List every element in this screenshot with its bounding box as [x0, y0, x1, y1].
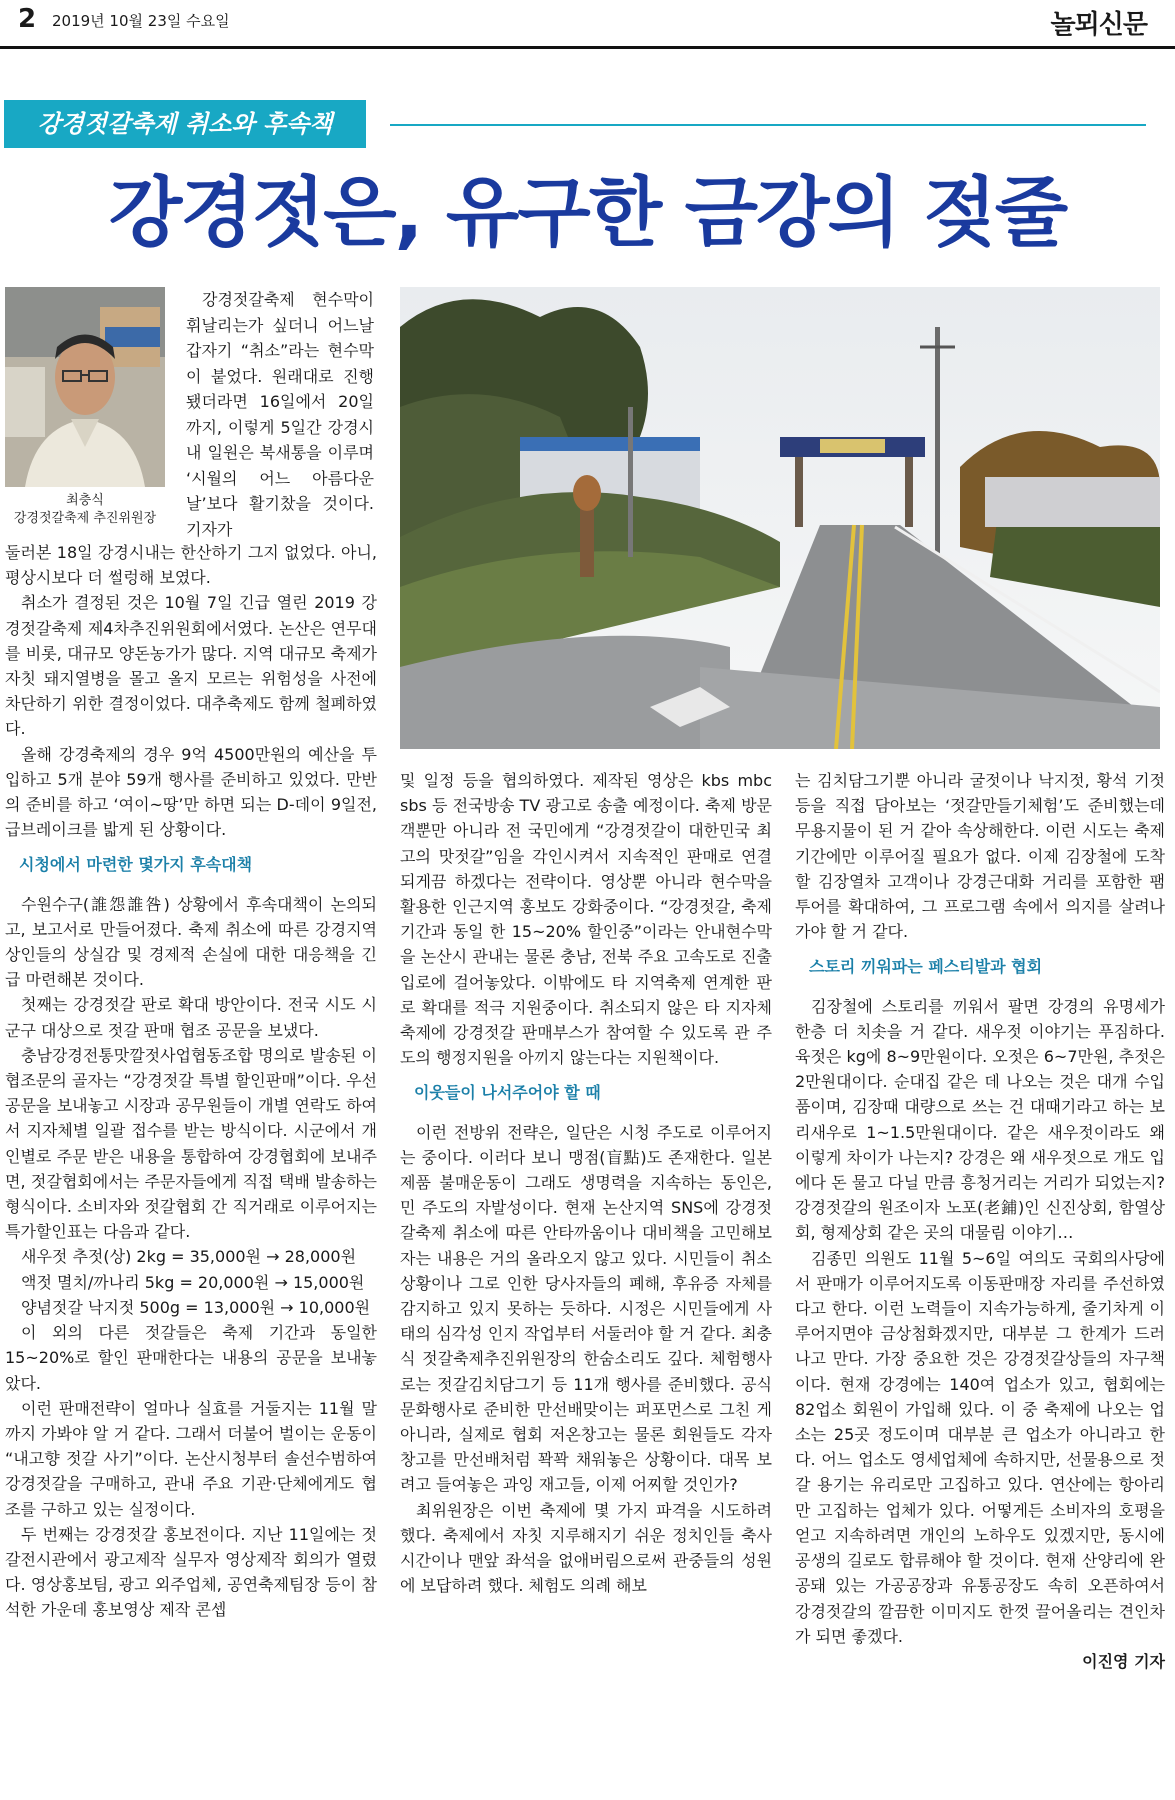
- column-1: [5, 540, 377, 1623]
- paragraph: 충남강경전통맛깔젓사업협동조합 명의로 발송된 이 협조문의 골자는 “강경젓갈 특별 할인판매”이다. 우선 공문을 보내놓고 시장과 공무원들이 개별 연락도 하여서 지자체별 일괄 접수를 받는 방식이다. 시군에서 개인별로 주문 받은 내용을 통합하여 강경협회에 보내주면, 젓갈협회에서는 주문자들에게 직접 택배 발송하는 형식이다. 소비자와 젓갈협회 간 직거래로 이루어지는 특가할인표는 다음과 같다.: [5, 1045, 377, 1242]
- road-gate-photo: [400, 287, 1160, 749]
- price-row: 양념젓갈 낙지젓 500g = 13,000원 → 10,000원: [21, 1297, 371, 1317]
- paragraph: 및 일정 등을 협의하였다. 제작된 영상은 kbs mbc sbs 등 전국방송 TV 광고로 송출 예정이다. 축제 방문객뿐만 아니라 전 국민에게 “강경젓갈이 대한민국 최고의 맛젓갈”임을 각인시켜서 지속적인 판매로 연결되게끔 하겠다는 전략이다. 영상뿐 아니라 현수막을 활용한 인근지역 홍보도 강화중이다. “강경젓갈, 축제 기간과 동일 한 15~20% 할인중”이라는 안내현수막을 논산시 관내는 물론 충남, 전북 주요 고속도로 진출입로에 걸어놓았다. 이밖에도 타 지역축제 연계한 판로 확대를 적극 지원중이다. 취소되지 않은 타 지자체 축제에 강경젓갈 판매부스가 참여할 수 있도록 관 주도의 행정지원을 아끼지 않는다는 지원책이다.: [400, 771, 772, 1068]
- price-row: 새우젓 추젓(상) 2kg = 35,000원 → 28,000원: [21, 1247, 357, 1267]
- lead-paragraph-block: [186, 287, 374, 542]
- page-number: 2: [18, 4, 37, 34]
- subhead-2: 이웃들이 나서주어야 할 때: [414, 1083, 601, 1103]
- page-header: [0, 0, 1175, 49]
- paragraph: 최위원장은 이번 축제에 몇 가지 파격을 시도하려 했다. 축제에서 자칫 지루해지기 쉬운 정치인들 축사시간이나 맨앞 좌석을 없애버림으로써 관중들의 성원에 보답하려 했다. 체험도 의례 해보: [400, 1500, 772, 1596]
- section-divider: [390, 124, 1146, 126]
- paragraph: 는 김치담그기뿐 아니라 굴젓이나 낙지젓, 황석 기젓 등을 직접 담아보는 ‘젓갈만들기체험’도 준비했는데 무용지물이 된 거 같아 속상해한다. 이런 시도는 축제 기간에만 이루어질 필요가 없다. 이제 김장철에 도착할 김장열차 고객이나 강경근대화 거리를 포함한 팸투어를 확대하여, 그 프로그램 속에서 의지를 살려나가야 할 거 같다.: [795, 771, 1165, 942]
- portrait-photo: [5, 287, 165, 487]
- byline: 이진영 기자: [1082, 1651, 1165, 1671]
- section-tag: 강경젓갈축제 취소와 후속책: [4, 100, 366, 148]
- paragraph: 두 번째는 강경젓갈 홍보전이다. 지난 11일에는 젓갈전시관에서 광고제작 실무자 영상제작 회의가 열렸다. 영상홍보팀, 광고 외주업체, 공연축제팀장 등이 참석한 가운데 홍보영상 제작 콘셉: [5, 1524, 377, 1620]
- column-2: [400, 768, 772, 1599]
- portrait-caption: [5, 492, 165, 528]
- paragraph: 수원수구(誰怨誰咎) 상황에서 후속대책이 논의되고, 보고서로 만들어졌다. 축제 취소에 따른 강경지역 상인들의 상실감 및 경제적 손실에 대한 대응책을 긴급 마련해본 것이다.: [5, 894, 377, 990]
- paragraph: 둘러본 18일 강경시내는 한산하기 그지 없었다. 아니, 평상시보다 더 썰렁해 보였다.: [5, 543, 377, 588]
- paragraph: 이 외의 다른 젓갈들은 축제 기간과 동일한 15~20%로 할인 판매한다는 내용의 공문을 보내놓았다.: [5, 1323, 377, 1393]
- paragraph: 김장철에 스토리를 끼워서 팔면 강경의 유명세가 한층 더 치솟을 거 같다. 새우젓 이야기는 푸짐하다. 육젓은 kg에 8~9만원이다. 오젓은 6~7만원, 추젓은 2만원대이다. 순대집 같은 데 나오는 것은 대개 수입품이며, 김장때 대량으로 쓰는 건 대때기라고 하는 보리새우로 1~1.5만원대이다. 같은 새우젓이라도 왜 이렇게 차이가 나는지? 강경은 왜 새우젓으로 개도 입에다 돈 물고 다닐 만큼 흥청거리는 거리가 되었는지? 강경젓갈의 원조이자 노포(老鋪)인 신진상회, 함열상회, 형제상회 같은 곳의 대물림 이야기…: [795, 996, 1165, 1243]
- paragraph: 첫째는 강경젓갈 판로 확대 방안이다. 전국 시도 시군구 대상으로 젓갈 판매 협조 공문을 보냈다.: [5, 995, 377, 1040]
- subhead-1: 시청에서 마련한 몇가지 후속대책: [19, 855, 253, 875]
- paragraph: 이런 판매전략이 얼마나 실효를 거둘지는 11월 말까지 가봐야 알 거 같다. 그래서 더불어 벌이는 운동이 “내고향 젓갈 사기”이다. 논산시청부터 솔선수범하여 강경젓갈을 구매하고, 관내 주요 기관·단체에게도 협조를 구하고 있는 실정이다.: [5, 1398, 377, 1519]
- subhead-3: 스토리 끼워파는 페스티발과 협회: [809, 957, 1043, 977]
- headline: 강경젓은, 유구한 금강의 젖줄: [108, 168, 1067, 257]
- paragraph: 올해 강경축제의 경우 9억 4500만원의 예산을 투입하고 5개 분야 59개 행사를 준비하고 있었다. 만반의 준비를 하고 ‘여이~땅’만 하면 되는 D-데이 9일전, 급브레이크를 밟게 된 상황이다.: [5, 744, 377, 840]
- caption-name: 최충식: [66, 493, 104, 508]
- paragraph: 취소가 결정된 것은 10월 7일 긴급 열린 2019 강경젓갈축제 제4차추진위원회에서였다. 논산은 연무대를 비롯, 대규모 양돈농가가 많다. 지역 대규모 축제가 자칫 돼지열병을 몰고 올지 모르는 위험성을 사전에 차단하기 위한 결정이었다. 대추축제도 함께 철폐하였다.: [5, 593, 377, 739]
- price-row: 액젓 멸치/까나리 5kg = 20,000원 → 15,000원: [21, 1272, 365, 1292]
- column-3: [795, 768, 1165, 1674]
- issue-date: 2019년 10월 23일 수요일: [52, 12, 230, 30]
- paper-logo: 놀뫼신문: [1050, 10, 1147, 40]
- caption-title: 강경젓갈축제 추진위원장: [13, 511, 157, 526]
- paragraph: 이런 전방위 전략은, 일단은 시청 주도로 이루어지는 중이다. 이러다 보니 맹점(盲點)도 존재한다. 일본제품 불매운동이 그래도 생명력을 지속하는 동인은, 민 주도의 자발성이다. 현재 논산지역 SNS에 강경젓갈축제 취소에 따른 안타까움이나 대비책을 고민해보자는 내용은 거의 올라오지 않고 있다. 시민들이 취소 상황이나 그로 인한 당사자들의 폐해, 후유증 자체를 감지하고 있지 못하는 듯하다. 시정은 시민들에게 사태의 심각성 인지 작업부터 서둘러야 할 거 같다. 최충식 젓갈축제추진위원장의 한숨소리도 깊다. 체험행사로는 젓갈김치담그기 등 11개 행사를 준비했다. 공식 문화행사로 준비한 만선배맞이는 퍼포먼스로 그친 게 아니라, 실제로 협회 저온창고는 물론 회원들도 각자 창고를 만선배처럼 꽉꽉 채워놓은 상황이다. 대목 보려고 들여놓은 과잉 재고들, 이제 어찌할 것인가?: [400, 1122, 772, 1495]
- paragraph: 김종민 의원도 11월 5~6일 여의도 국회의사당에서 판매가 이루어지도록 이동판매장 자리를 주선하였다고 한다. 이런 노력들이 지속가능하게, 줄기차게 이루어지면야 금상첨화겠지만, 대부분 그 한계가 드러나고 만다. 가장 중요한 것은 강경젓갈상들의 자구책이다. 현재 강경에는 140여 업소가 있고, 협회에는 82업소 회원이 가입해 있다. 이 중 축제에 나오는 업소는 25곳 정도이며 대부분 큰 업소가 아니라고 한다. 어느 업소도 영세업체에 속하지만, 선물용으로 젓갈 용기는 유리로만 고집하고 있다. 연산에는 항아리만 고집하는 업체가 있다. 어떻게든 소비자의 호평을 얻고 지속하려면 개인의 노하우도 있겠지만, 동시에 공생의 길로도 합류해야 할 것이다. 현재 산양리에 완공돼 있는 가공공장과 유통공장도 속히 오픈하여서 강경젓갈의 깔끔한 이미지도 한껏 끌어올리는 견인차가 되면 좋겠다.: [795, 1248, 1165, 1646]
- lead-paragraph: 강경젓갈축제 현수막이 휘날리는가 싶더니 어느날 갑자기 “취소”라는 현수막이 붙었다. 원래대로 진행됐더라면 16일에서 20일까지, 이렇게 5일간 강경시내 일원은 북새통을 이루며 ‘시월의 어느 아름다운 날’보다 활기찼을 것이다. 기자가: [186, 290, 374, 539]
